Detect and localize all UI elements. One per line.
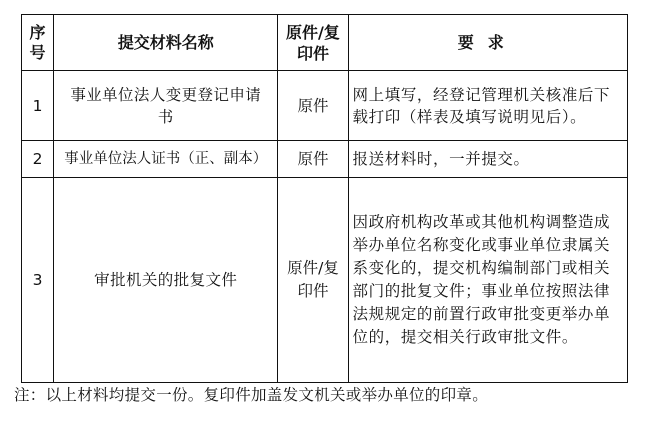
- row-material-name: 事业单位法人证书（正、副本）: [54, 141, 278, 178]
- row-index: 1: [22, 71, 54, 141]
- row-index: 2: [22, 141, 54, 178]
- header-requirement: 要求: [348, 15, 627, 71]
- header-original-copy: 原件/复印件: [278, 15, 348, 71]
- row-requirement: 网上填写，经登记管理机关核准后下载打印（样表及填写说明见后）。: [348, 71, 627, 141]
- table-row: [22, 141, 628, 178]
- header-material-name: 提交材料名称: [54, 15, 278, 71]
- row-original-copy: 原件/复印件: [278, 178, 348, 383]
- row-requirement: 报送材料时，一并提交。: [348, 141, 627, 178]
- row-original-copy: 原件: [278, 71, 348, 141]
- table-row: [22, 178, 628, 383]
- row-index: 3: [22, 178, 54, 383]
- requirements-table: [21, 14, 628, 383]
- row-original-copy: 原件: [278, 141, 348, 178]
- row-material-name: 审批机关的批复文件: [54, 178, 278, 383]
- table-row: [22, 71, 628, 141]
- footnote: 注：以上材料均提交一份。复印件加盖发文机关或举办单位的印章。: [14, 386, 489, 404]
- row-requirement: 因政府机构改革或其他机构调整造成举办单位名称变化或事业单位隶属关系变化的，提交机构编制部门或相关部门的批复文件；事业单位按照法律法规规定的前置行政审批变更举办单位的，提交相关行政审批文件。: [348, 178, 627, 383]
- header-index: 序号: [22, 15, 54, 71]
- table-header-row: [22, 15, 628, 71]
- row-material-name: 事业单位法人变更登记申请书: [54, 71, 278, 141]
